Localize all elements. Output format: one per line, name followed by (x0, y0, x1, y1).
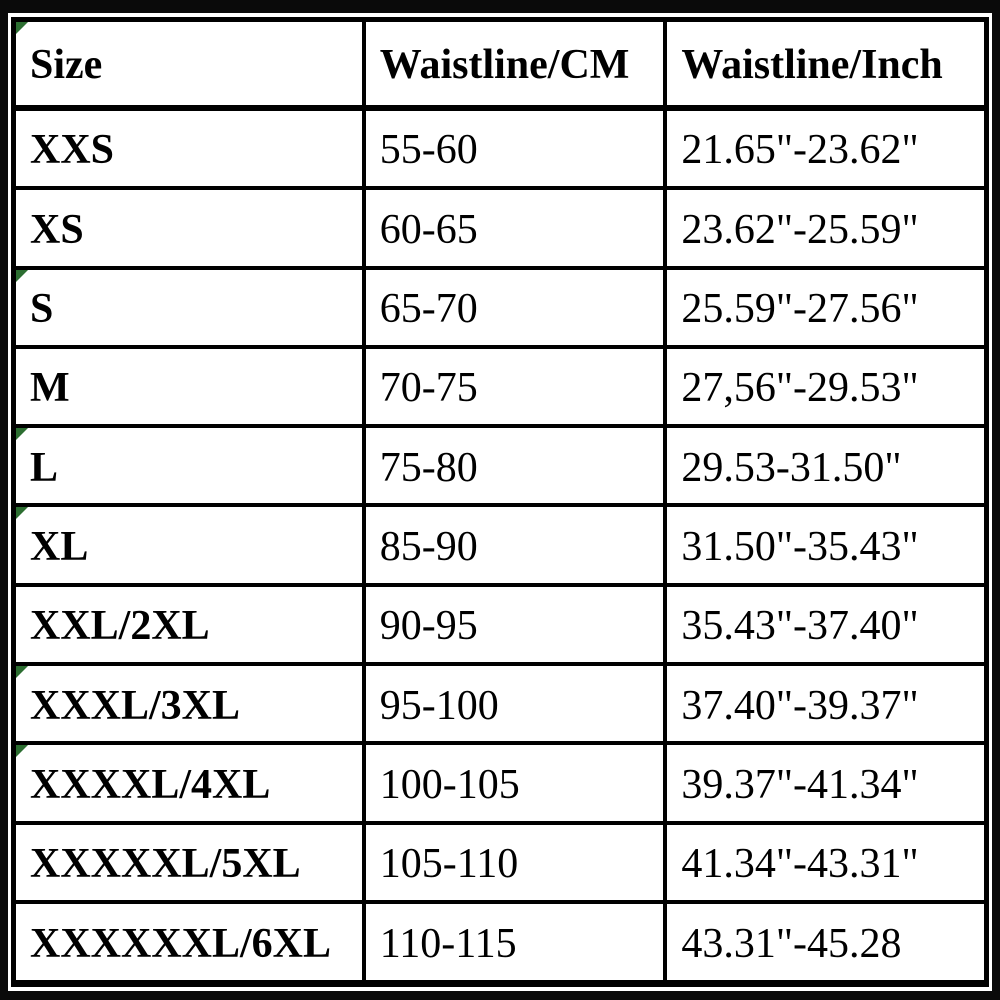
waistline-inch-value: 21.65"-23.62" (681, 127, 919, 174)
size-cell (14, 585, 364, 664)
table-row (14, 108, 987, 189)
size-value: XXXXXL/5XL (30, 841, 301, 888)
size-cell (14, 902, 364, 983)
header-size-label: Size (30, 42, 103, 89)
waistline-inch-cell (665, 902, 986, 983)
waistline-inch-cell (665, 585, 986, 664)
waistline-inch-cell (665, 426, 986, 505)
waistline-inch-value: 27,56"-29.53" (681, 365, 919, 412)
header-waistline-cm-label: Waistline/CM (379, 42, 630, 89)
cell-corner-triangle-icon (16, 22, 28, 34)
waistline-inch-cell (665, 108, 986, 189)
table-row (14, 823, 987, 902)
table-row (14, 268, 987, 347)
waistline-cm-value: 100-105 (379, 762, 520, 809)
waistline-inch-value: 31.50"-35.43" (681, 524, 919, 571)
table-row (14, 188, 987, 267)
size-value: L (30, 444, 59, 491)
waistline-cm-value: 105-110 (379, 841, 519, 888)
waistline-cm-value: 90-95 (379, 603, 478, 650)
waistline-inch-cell (665, 823, 986, 902)
waistline-inch-value: 37.40"-39.37" (681, 682, 919, 729)
waistline-inch-cell (665, 743, 986, 822)
header-row (14, 20, 987, 108)
cell-corner-triangle-icon (16, 507, 28, 519)
size-cell (14, 823, 364, 902)
size-cell (14, 347, 364, 426)
size-value: XXS (30, 127, 115, 174)
waistline-cm-cell (364, 664, 666, 743)
size-value: XXXL/3XL (30, 682, 241, 729)
waistline-inch-cell (665, 505, 986, 584)
waistline-inch-cell (665, 268, 986, 347)
waistline-inch-value: 41.34"-43.31" (681, 841, 919, 888)
cell-corner-triangle-icon (16, 270, 28, 282)
waistline-cm-value: 110-115 (379, 920, 517, 967)
waistline-cm-cell (364, 268, 666, 347)
waistline-inch-value: 25.59"-27.56" (681, 286, 919, 333)
waistline-cm-cell (364, 188, 666, 267)
waistline-cm-value: 65-70 (379, 286, 478, 333)
size-cell (14, 743, 364, 822)
header-waistline-inch (665, 20, 986, 108)
waistline-cm-cell (364, 743, 666, 822)
waistline-cm-value: 55-60 (379, 127, 478, 174)
waistline-cm-value: 75-80 (379, 444, 478, 491)
table-body (14, 108, 987, 984)
cell-corner-triangle-icon (16, 745, 28, 757)
waistline-cm-cell (364, 823, 666, 902)
waistline-cm-cell (364, 347, 666, 426)
waistline-inch-value: 35.43"-37.40" (681, 603, 919, 650)
waistline-inch-value: 29.53-31.50" (681, 444, 902, 491)
size-cell (14, 268, 364, 347)
size-value: XL (30, 524, 89, 571)
waistline-inch-value: 23.62"-25.59" (681, 206, 919, 253)
waistline-cm-value: 85-90 (379, 524, 478, 571)
table-row (14, 664, 987, 743)
size-value: XXXXXXL/6XL (30, 920, 332, 967)
size-cell (14, 108, 364, 189)
waistline-cm-value: 95-100 (379, 682, 499, 729)
size-cell (14, 188, 364, 267)
size-chart (8, 13, 992, 991)
waistline-inch-value: 43.31"-45.28 (681, 920, 902, 967)
waistline-inch-cell (665, 347, 986, 426)
table-row (14, 743, 987, 822)
size-cell (14, 505, 364, 584)
table-row (14, 585, 987, 664)
size-value: XS (30, 206, 84, 253)
table-row (14, 902, 987, 983)
waistline-cm-cell (364, 902, 666, 983)
waistline-inch-cell (665, 664, 986, 743)
size-value: S (30, 286, 54, 333)
table-row (14, 426, 987, 505)
waistline-inch-value: 39.37"-41.34" (681, 762, 919, 809)
cell-corner-triangle-icon (16, 428, 28, 440)
waistline-inch-cell (665, 188, 986, 267)
table-row (14, 505, 987, 584)
size-table (11, 17, 989, 987)
size-value: XXXXL/4XL (30, 762, 271, 809)
size-cell (14, 426, 364, 505)
waistline-cm-cell (364, 585, 666, 664)
cell-corner-triangle-icon (16, 666, 28, 678)
waistline-cm-cell (364, 426, 666, 505)
waistline-cm-value: 60-65 (379, 206, 478, 253)
table-row (14, 347, 987, 426)
size-value: XXL/2XL (30, 603, 210, 650)
waistline-cm-cell (364, 505, 666, 584)
header-waistline-inch-label: Waistline/Inch (681, 42, 943, 89)
waistline-cm-cell (364, 108, 666, 189)
size-cell (14, 664, 364, 743)
header-size (14, 20, 364, 108)
size-value: M (30, 365, 70, 412)
header-waistline-cm (364, 20, 666, 108)
waistline-cm-value: 70-75 (379, 365, 478, 412)
